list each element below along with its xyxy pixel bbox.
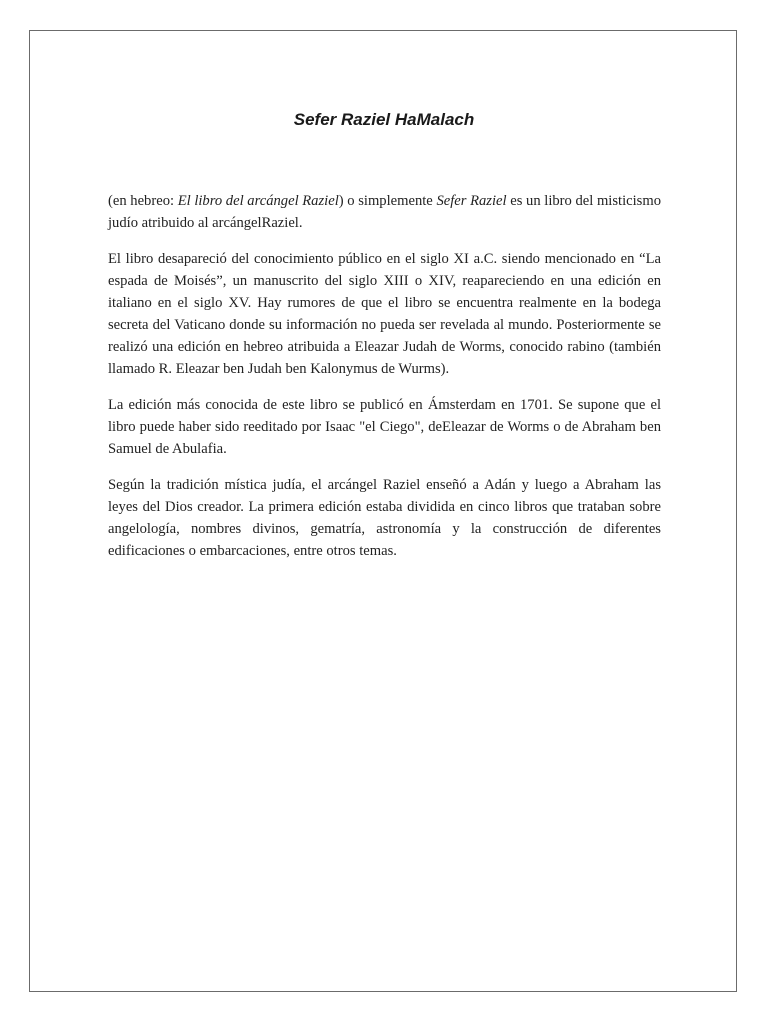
text-run: Según la tradición mística judía, el arcángel Raziel enseñó a Adán y luego a Abraham las leyes del Dios creador. La primera edición estaba dividida en cinco libros que trataban sobre angelología, nombres divinos, gematría, astronomía y la construcción de diferentes edificaciones o embarcaciones, entre otros temas.	[108, 477, 661, 559]
italic-text-run: El libro del arcángel Raziel	[177, 193, 339, 209]
text-run: (en hebreo:	[108, 193, 178, 209]
italic-text-run: Sefer Raziel	[436, 193, 507, 209]
document-title: Sefer Raziel HaMalach	[293, 110, 475, 129]
text-run: ) o simplemente	[338, 193, 437, 209]
text-run: La edición más conocida de este libro se publicó en Ámsterdam en 1701. Se supone que el libro puede haber sido reeditado por Isaac "el Ciego", deEleazar de Worms o de Abraham ben Samuel de Abulafia.	[108, 397, 661, 457]
paragraph-edition	[108, 394, 661, 460]
paragraph-intro	[108, 190, 661, 234]
text-run: El libro desapareció del conocimiento público en el siglo XI a.C. siendo mencionado en “La espada de Moisés”, un manuscrito del siglo XIII o XIV, reapareciendo en una edición en italiano en el siglo XV. Hay rumores de que el libro se encuentra realmente en la bodega secreta del Vaticano donde su información no pueda ser revelada al mundo. Posteriormente se realizó una edición en hebreo atribuida a Eleazar Judah de Worms, conocido rabino (también llamado R. Eleazar ben Judah ben Kalonymus de Wurms).	[108, 251, 661, 377]
paragraph-history	[108, 248, 661, 380]
document-body	[108, 190, 661, 576]
text-run: es un libro del misticismo judío atribuido al arcángelRaziel.	[108, 193, 662, 231]
paragraph-tradition	[108, 474, 661, 562]
